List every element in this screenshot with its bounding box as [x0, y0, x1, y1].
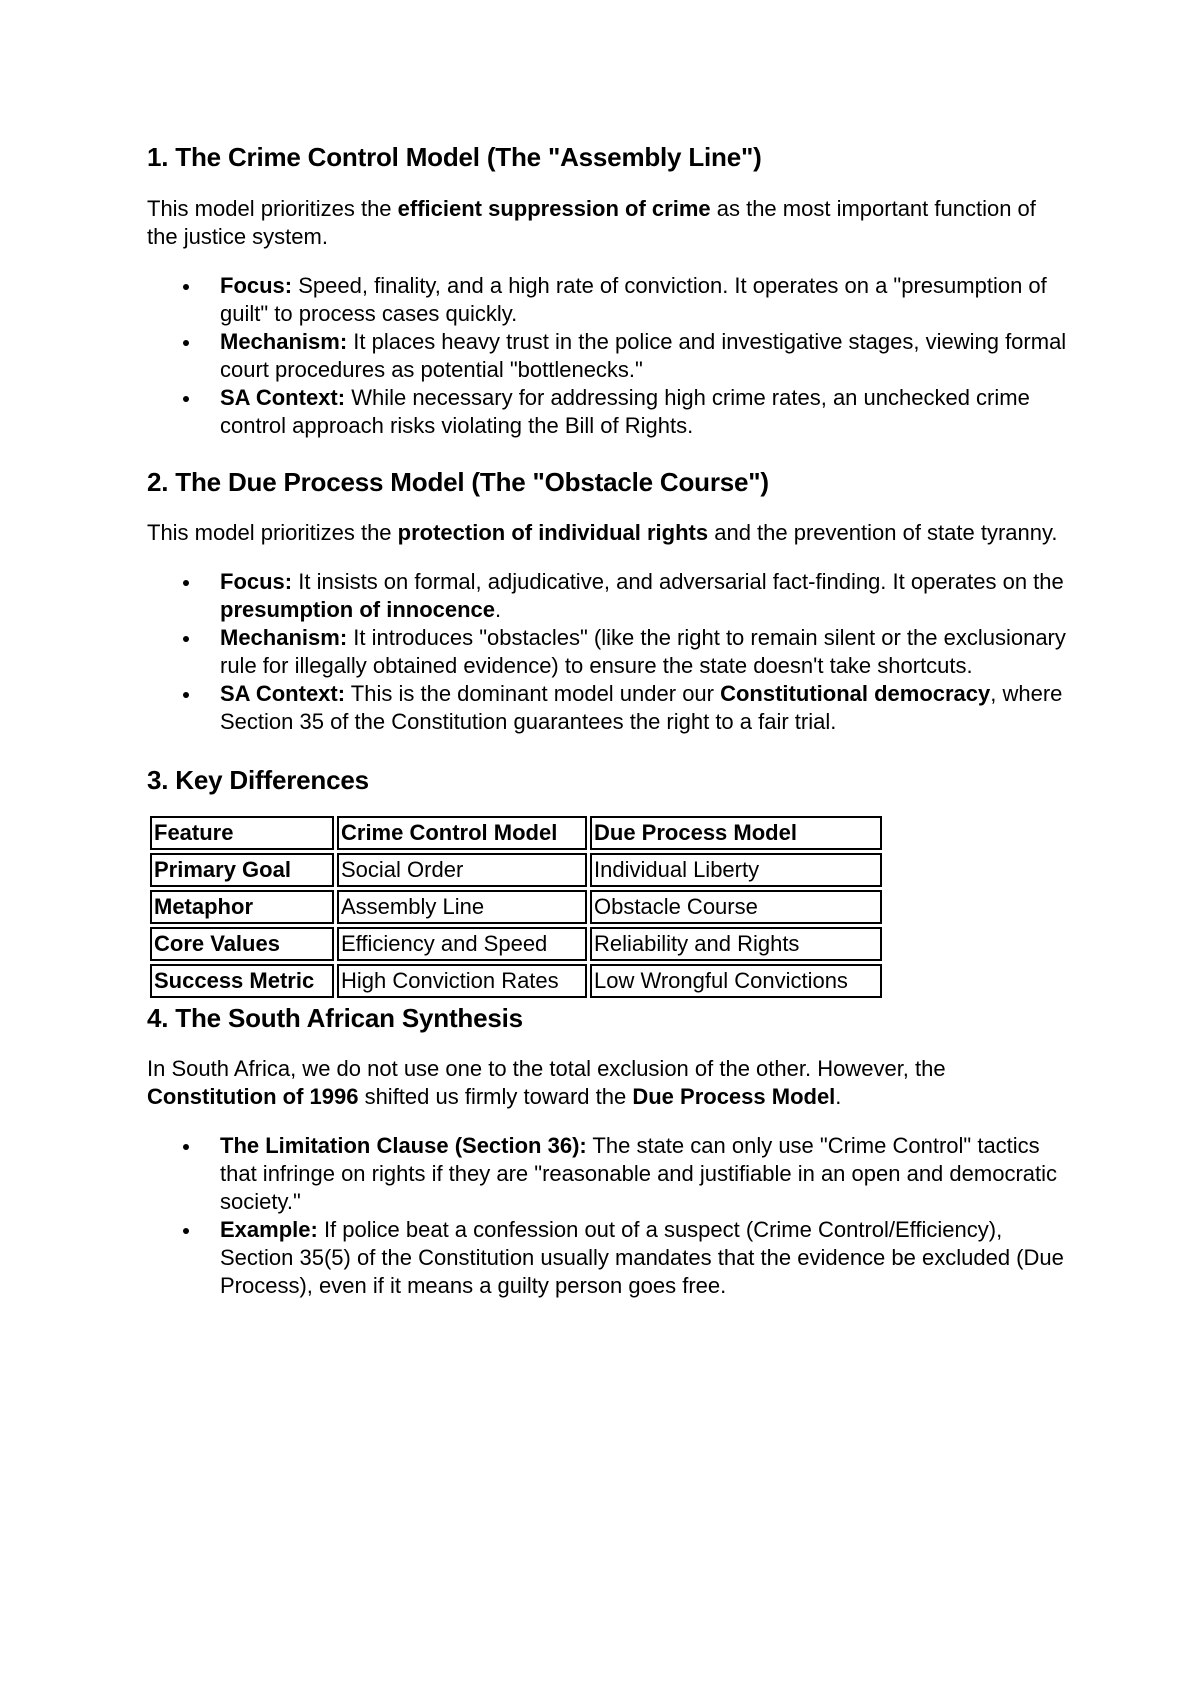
table-row	[150, 890, 882, 924]
bullet-bold-text: Constitutional democracy	[720, 681, 991, 706]
list-item	[220, 624, 1067, 680]
section-2-heading: 2. The Due Process Model (The "Obstacle Course")	[147, 467, 769, 497]
bullet-label: SA Context:	[220, 385, 346, 410]
intro-text: shifted us firmly toward the	[358, 1084, 633, 1109]
intro-bold-text: protection of individual rights	[397, 520, 709, 545]
table-row	[150, 964, 882, 998]
document-page	[147, 140, 1067, 1300]
table-cell: Individual Liberty	[590, 853, 882, 887]
section-4-bullet-list	[147, 1132, 1067, 1300]
list-item	[220, 272, 1067, 328]
intro-bold-text: Due Process Model	[632, 1084, 836, 1109]
bullet-text: This is the dominant model under our	[345, 681, 721, 706]
section-2-bullet-list	[147, 568, 1067, 736]
intro-text: as the most important function of the justice system.	[147, 196, 1036, 249]
bullet-label: SA Context:	[220, 681, 346, 706]
intro-text: In South Africa, we do not use one to the total exclusion of the other. However, the	[147, 1056, 946, 1081]
list-item	[220, 384, 1067, 440]
list-item	[220, 328, 1067, 384]
table-cell: Assembly Line	[337, 890, 587, 924]
table-cell: Primary Goal	[150, 853, 334, 887]
table-header-row	[150, 816, 882, 850]
table-cell: High Conviction Rates	[337, 964, 587, 998]
section-2-intro	[147, 519, 1067, 547]
section-1-heading: 1. The Crime Control Model (The "Assembly Line")	[147, 142, 762, 172]
list-item	[220, 568, 1067, 624]
intro-text: and the prevention of state tyranny.	[708, 520, 1058, 545]
intro-text: This model prioritizes the	[147, 520, 398, 545]
table-row	[150, 927, 882, 961]
bullet-label: The Limitation Clause (Section 36):	[220, 1133, 587, 1158]
table-header-cell: Feature	[150, 816, 334, 850]
table-cell: Core Values	[150, 927, 334, 961]
table-row	[150, 853, 882, 887]
bullet-label: Mechanism:	[220, 625, 348, 650]
table-cell: Reliability and Rights	[590, 927, 882, 961]
table-header-cell: Due Process Model	[590, 816, 882, 850]
bullet-text: .	[495, 597, 502, 622]
list-item	[220, 1216, 1067, 1300]
bullet-text: Speed, finality, and a high rate of conviction. It operates on a "presumption of guilt" to process cases quickly.	[220, 273, 1047, 326]
intro-bold-text: Constitution of 1996	[147, 1084, 359, 1109]
bullet-text: It insists on formal, adjudicative, and adversarial fact-finding. It operates on the	[292, 569, 1064, 594]
section-3-heading: 3. Key Differences	[147, 765, 369, 795]
section-4-heading: 4. The South African Synthesis	[147, 1003, 523, 1033]
bullet-text: It introduces "obstacles" (like the right to remain silent or the exclusionary rule for illegally obtained evidence) to ensure the state doesn't take shortcuts.	[220, 625, 1066, 678]
list-item	[220, 1132, 1067, 1216]
section-1-intro	[147, 195, 1067, 251]
bullet-label: Mechanism:	[220, 329, 348, 354]
table-cell: Low Wrongful Convictions	[590, 964, 882, 998]
bullet-text: , where Section 35 of the Constitution guarantees the right to a fair trial.	[220, 681, 1063, 734]
table-cell: Success Metric	[150, 964, 334, 998]
table-cell: Metaphor	[150, 890, 334, 924]
bullet-label: Focus:	[220, 273, 293, 298]
intro-text: This model prioritizes the	[147, 196, 398, 221]
bullet-text: If police beat a confession out of a suspect (Crime Control/Efficiency), Section 35(5) of the Constitution usually mandates that the evidence be excluded (Due Process), even if it means a guilty person goes free.	[220, 1217, 1064, 1298]
table-header-cell: Crime Control Model	[337, 816, 587, 850]
key-differences-table	[147, 813, 885, 1001]
bullet-text: It places heavy trust in the police and investigative stages, viewing formal court procedures as potential "bottlenecks."	[220, 329, 1067, 382]
table-cell: Efficiency and Speed	[337, 927, 587, 961]
section-1-bullet-list	[147, 272, 1067, 440]
table-cell: Social Order	[337, 853, 587, 887]
bullet-bold-text: presumption of innocence	[220, 597, 496, 622]
bullet-text: While necessary for addressing high crime rates, an unchecked crime control approach risks violating the Bill of Rights.	[220, 385, 1030, 438]
bullet-label: Focus:	[220, 569, 293, 594]
list-item	[220, 680, 1067, 736]
intro-bold-text: efficient suppression of crime	[397, 196, 711, 221]
bullet-text: The state can only use "Crime Control" tactics that infringe on rights if they are "reasonable and justifiable in an open and democratic society."	[220, 1133, 1057, 1214]
intro-text: .	[835, 1084, 842, 1109]
table-cell: Obstacle Course	[590, 890, 882, 924]
bullet-label: Example:	[220, 1217, 318, 1242]
section-4-intro	[147, 1055, 1067, 1111]
